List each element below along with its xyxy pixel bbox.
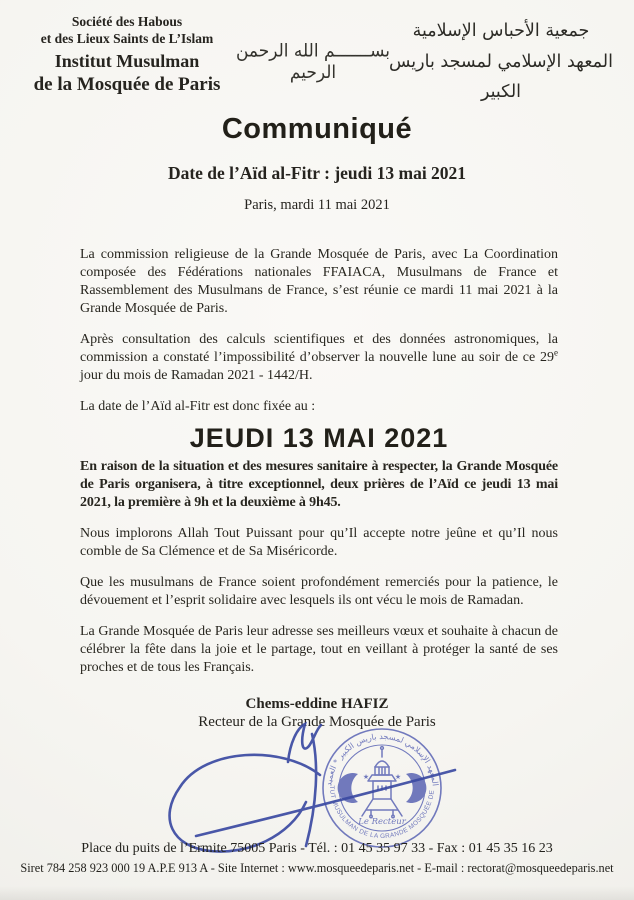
paragraph-commission: La commission religieuse de la Grande Mosquée de Paris, avec La Coordination composée des Fédérations nationales FFAIACA, Musulmans de France et Rassemblement des Musulmans de France, s’est réunie ce mardi 11 mai 2021 à la Grande Mosquée de Paris. (80, 247, 558, 316)
paragraph-consultation (80, 331, 558, 385)
signer-name: Chems-eddine HAFIZ (245, 696, 389, 712)
stamp-arc-latin-text: * INSTITUT MUSULMAN DE LA GRANDE MOSQUÉE DE PARIS * (327, 783, 436, 841)
organization-name-block (16, 14, 238, 97)
organization-name-arabic (382, 16, 620, 108)
signature-block (0, 695, 634, 862)
page-title: Communiqué (221, 113, 413, 145)
subtitle-date-aid: Date de l’Aïd al-Fitr : jeudi 13 mai 2021 (167, 163, 467, 183)
star-left-icon: ★ (362, 773, 370, 781)
arabic-org-line: جمعية الأحباس الإسلامية (412, 21, 590, 41)
org-line: de la Mosquée de Paris (33, 74, 221, 96)
footer-siret-line: Siret 784 258 923 000 19 A.P.E 913 A - Site Internet : www.mosqueedeparis.net - E-mail : rectorat@mosqueedeparis.net (20, 861, 614, 875)
ordinal-superscript: e (554, 347, 558, 358)
arabic-org-line: المعهد الإسلامي لمسجد باريس الكبير (389, 51, 613, 103)
star-right-icon: ★ (394, 773, 402, 781)
stamp-arc-arabic-text: المعهد الإسلامي لمسجد باريس الكبير * العميد (324, 731, 440, 787)
paragraph-consultation-text: Après consultation des calculs scientifiques et des données astronomiques, la commission a constaté l’impossibilité d’observer la nouvelle lune au soir de ce 29 (80, 332, 558, 365)
footer-address-line: Place du puits de l’Ermite 75005 Paris - Tél. : 01 45 35 97 33 - Fax : 01 45 35 16 23 (81, 841, 553, 856)
letterhead (0, 0, 634, 104)
minaret-icon (362, 747, 402, 818)
paragraph-wishes: La Grande Mosquée de Paris leur adresse ses meilleurs vœux et souhaite à chacun de célébrer la fête dans la joie et le partage, tout en veillant à protéger la santé de ses proches et de tous les Français. (80, 624, 558, 675)
org-line: Société des Habous (71, 14, 183, 29)
bismillah-calligraphy: بســـــــم الله الرحمن الرحيم (235, 41, 391, 83)
org-line: Institut Musulman (54, 50, 200, 71)
paragraph-thanks: Que les musulmans de France soient profondément remerciés pour la patience, le dévouement et l’esprit solidaire avec lesquels ils ont vécu le mois de Ramadan. (80, 575, 558, 608)
stamp-center-label: Le Recteur (358, 817, 406, 827)
paragraph-consultation-end: jour du mois de Ramadan 2021 - 1442/H. (80, 368, 313, 383)
paragraph-imploration: Nous implorons Allah Tout Puissant pour qu’Il accepte notre jeûne et qu’Il nous comble de Sa Clémence et de Sa Miséricorde. (80, 526, 558, 559)
org-line: et des Lieux Saints de L’Islam (40, 30, 214, 46)
signer-role: Recteur de la Grande Mosquée de Paris (198, 714, 436, 730)
paragraph-two-prayers: En raison de la situation et des mesures sanitaire à respecter, la Grande Mosquée de Paris organisera, à titre exceptionnel, deux prières de l’Aïd ce jeudi 13 mai 2021, la première à 9h et la deuxième à 9h45. (80, 459, 558, 510)
paragraph-date-fixed: La date de l’Aïd al-Fitr est donc fixée au : (80, 399, 316, 414)
dateline: Paris, mardi 11 mai 2021 (244, 197, 390, 213)
announcement-date: JEUDI 13 MAI 2021 (189, 423, 449, 453)
body-text (80, 246, 558, 690)
